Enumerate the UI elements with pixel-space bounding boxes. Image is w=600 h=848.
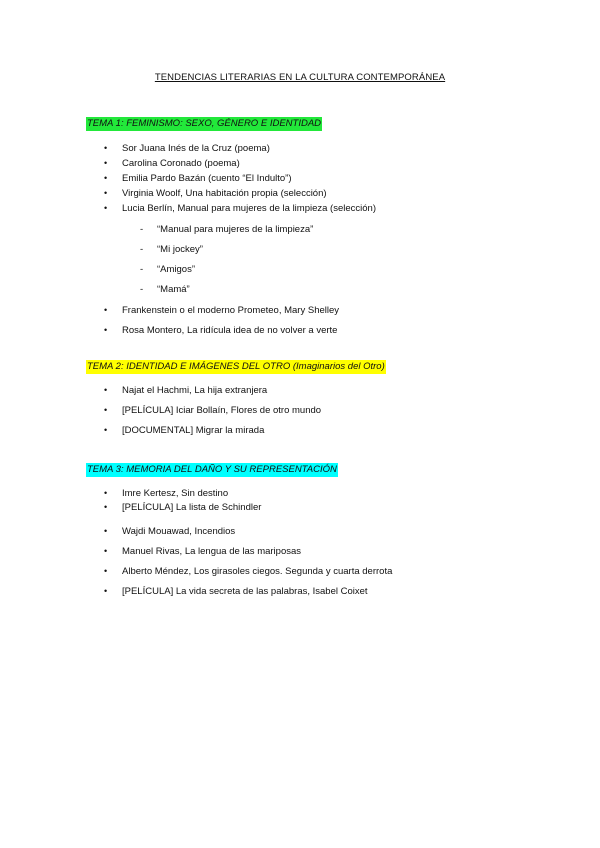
list-item-text: Rosa Montero, La ridícula idea de no volver a verte [122, 325, 338, 336]
list-item [104, 202, 376, 215]
list-item [104, 424, 264, 437]
list-item-text: [DOCUMENTAL] Migrar la mirada [122, 425, 265, 436]
heading-paren-text: (Imaginarios del Otro) [292, 361, 385, 372]
bullet-icon: • [104, 173, 108, 183]
dash-icon: - [140, 244, 144, 255]
list-item-text: [PELÍCULA] La lista de Schindler [122, 502, 262, 513]
list-item-text: [PELÍCULA] Iciar Bollaín, Flores de otro mundo [122, 405, 322, 416]
list-item [104, 585, 368, 598]
bullet-icon: • [104, 158, 108, 168]
list-item [104, 545, 301, 558]
list-item [104, 324, 337, 337]
list-item-text: Frankenstein o el moderno Prometeo, Mary Shelley [122, 305, 340, 316]
list-item-text: Emilia Pardo Bazán (cuento “El Indulto”) [122, 173, 292, 184]
list-item-text: Wajdi Mouawad, Incendios [122, 526, 236, 537]
list-item-text: Manuel Rivas, La lengua de las mariposas [122, 546, 302, 557]
sub-list-item-text: “Mamá” [157, 284, 190, 295]
list-item-text: [PELÍCULA] La vida secreta de las palabras, Isabel Coixet [122, 586, 368, 597]
list-item [104, 157, 240, 170]
list-item [104, 565, 392, 578]
list-item [104, 172, 292, 185]
section-heading-tema3: TEMA 3: MEMORIA DEL DAÑO Y SU REPRESENTACIÓN [87, 464, 337, 475]
list-item [104, 487, 228, 500]
sub-list-item [140, 284, 190, 296]
list-item-text: Lucia Berlín, Manual para mujeres de la limpieza (selección) [122, 203, 376, 214]
dash-icon: - [140, 264, 144, 275]
list-item [104, 384, 267, 397]
list-item [104, 525, 235, 538]
bullet-icon: • [104, 203, 108, 213]
sub-list-item-text: “Manual para mujeres de la limpieza” [157, 224, 314, 235]
list-item [104, 501, 261, 514]
list-item [104, 142, 270, 155]
dash-icon: - [140, 224, 144, 235]
bullet-icon: • [104, 425, 108, 435]
list-item-text: Sor Juana Inés de la Cruz (poema) [122, 143, 270, 154]
document-title: TENDENCIAS LITERARIAS EN LA CULTURA CONTEMPORÁNEA [154, 72, 446, 83]
bullet-icon: • [104, 405, 108, 415]
list-item-text: Imre Kertesz, Sin destino [122, 488, 229, 499]
sub-list-item [140, 224, 313, 236]
section-heading-tema2 [86, 360, 386, 374]
bullet-icon: • [104, 526, 108, 536]
list-item-text: Carolina Coronado (poema) [122, 158, 240, 169]
section-heading-tema1: TEMA 1: FEMINISMO: SEXO, GÉNERO E IDENTIDAD [87, 118, 322, 129]
sub-list-item [140, 244, 203, 256]
sub-list-item-text: “Amigos” [157, 264, 196, 275]
dash-icon: - [140, 284, 144, 295]
bullet-icon: • [104, 385, 108, 395]
bullet-icon: • [104, 488, 108, 498]
list-item [104, 404, 321, 417]
list-item [104, 187, 327, 200]
sub-list-item-text: “Mi jockey” [157, 244, 203, 255]
bullet-icon: • [104, 566, 108, 576]
bullet-icon: • [104, 546, 108, 556]
list-item [104, 304, 339, 317]
bullet-icon: • [104, 586, 108, 596]
bullet-icon: • [104, 502, 108, 512]
bullet-icon: • [104, 188, 108, 198]
list-item-text: Najat el Hachmi, La hija extranjera [122, 385, 268, 396]
list-item-text: Alberto Méndez, Los girasoles ciegos. Segunda y cuarta derrota [122, 566, 393, 577]
bullet-icon: • [104, 143, 108, 153]
bullet-icon: • [104, 305, 108, 315]
heading-main-text: TEMA 2: IDENTIDAD E IMÁGENES DEL OTRO [87, 361, 293, 372]
list-item-text: Virginia Woolf, Una habitación propia (selección) [122, 188, 327, 199]
bullet-icon: • [104, 325, 108, 335]
sub-list-item [140, 264, 195, 276]
